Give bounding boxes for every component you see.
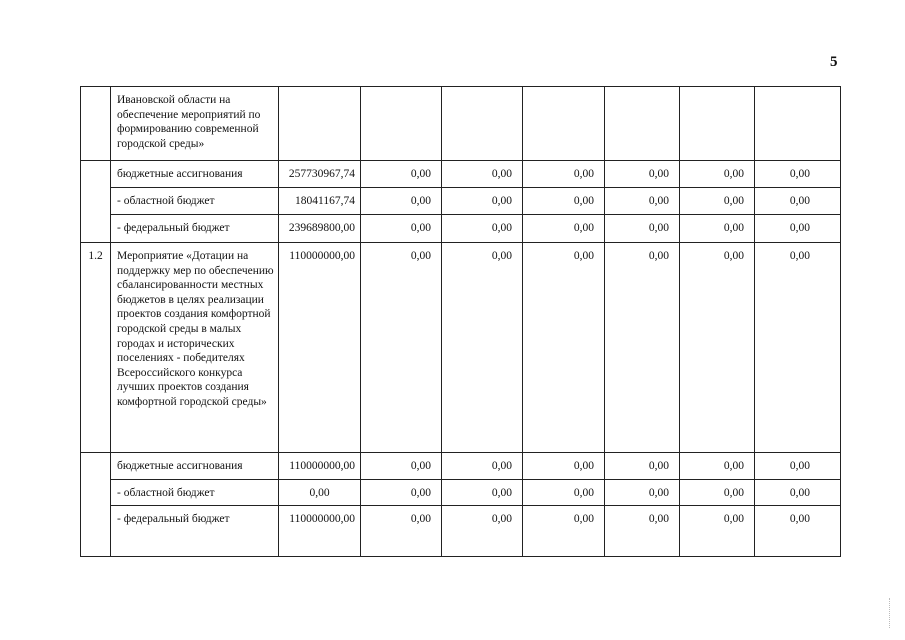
value-cell: 0,00 [680, 480, 755, 506]
budget-table [80, 86, 841, 557]
value-cell: 0,00 [755, 480, 841, 506]
amount-cell: 110000000,00 [279, 243, 361, 453]
amount-cell [279, 87, 361, 161]
value-cell: 0,00 [442, 243, 523, 453]
table-row-budget-allocations [81, 161, 841, 188]
value-cell: 0,00 [361, 480, 442, 506]
amount-cell: 257730967,74 [279, 161, 361, 188]
amount-cell: 239689800,00 [279, 215, 361, 243]
value-cell: 0,00 [442, 506, 523, 557]
value-cell: 0,00 [755, 453, 841, 480]
row-name-cell: Ивановской области на обеспечение мероприятий по формированию современной городской среды» [111, 87, 279, 161]
value-cell: 0,00 [755, 161, 841, 188]
amount-cell: 0,00 [279, 480, 361, 506]
value-cell [755, 87, 841, 161]
value-cell: 0,00 [442, 453, 523, 480]
row-name-cell: бюджетные ассигнования [111, 453, 279, 480]
value-cell [523, 87, 605, 161]
value-cell: 0,00 [361, 453, 442, 480]
value-cell: 0,00 [523, 480, 605, 506]
value-cell: 0,00 [523, 506, 605, 557]
value-cell: 0,00 [361, 506, 442, 557]
value-cell: 0,00 [680, 215, 755, 243]
value-cell: 0,00 [755, 215, 841, 243]
value-cell: 0,00 [755, 188, 841, 215]
table-row-regional-budget [81, 188, 841, 215]
table-row-continued [81, 87, 841, 161]
value-cell: 0,00 [605, 188, 680, 215]
value-cell: 0,00 [680, 243, 755, 453]
value-cell: 0,00 [442, 215, 523, 243]
value-cell [442, 87, 523, 161]
value-cell: 0,00 [523, 188, 605, 215]
value-cell: 0,00 [361, 215, 442, 243]
amount-cell: 110000000,00 [279, 506, 361, 557]
row-number-cell [81, 87, 111, 161]
value-cell [361, 87, 442, 161]
value-cell: 0,00 [523, 243, 605, 453]
value-cell: 0,00 [680, 161, 755, 188]
value-cell: 0,00 [680, 188, 755, 215]
value-cell [680, 87, 755, 161]
value-cell: 0,00 [523, 453, 605, 480]
value-cell: 0,00 [605, 506, 680, 557]
table-row-budget-allocations [81, 453, 841, 480]
row-number-cell [81, 453, 111, 557]
table-row-measure [81, 243, 841, 453]
value-cell: 0,00 [755, 506, 841, 557]
value-cell: 0,00 [361, 188, 442, 215]
table-row-federal-budget [81, 215, 841, 243]
value-cell: 0,00 [361, 243, 442, 453]
value-cell: 0,00 [523, 215, 605, 243]
value-cell: 0,00 [605, 161, 680, 188]
row-number-cell: 1.2 [81, 243, 111, 453]
row-number-cell [81, 161, 111, 243]
value-cell: 0,00 [442, 480, 523, 506]
row-name-cell: Мероприятие «Дотации на поддержку мер по обеспечению сбалансированности местных бюджетов в целях реализации проектов создания комфортной городской среды в малых городах и исторических поселениях - победителях Всероссийского конкурса лучших проектов создания комфортной городской среды» [111, 243, 279, 453]
row-name-cell: - областной бюджет [111, 188, 279, 215]
row-name-cell: - областной бюджет [111, 480, 279, 506]
table-row-federal-budget [81, 506, 841, 557]
row-name-cell: - федеральный бюджет [111, 215, 279, 243]
row-name-cell: бюджетные ассигнования [111, 161, 279, 188]
amount-cell: 110000000,00 [279, 453, 361, 480]
value-cell: 0,00 [605, 453, 680, 480]
value-cell: 0,00 [605, 243, 680, 453]
value-cell: 0,00 [755, 243, 841, 453]
value-cell: 0,00 [680, 453, 755, 480]
value-cell: 0,00 [442, 161, 523, 188]
value-cell: 0,00 [523, 161, 605, 188]
value-cell: 0,00 [605, 215, 680, 243]
value-cell: 0,00 [361, 161, 442, 188]
amount-cell: 18041167,74 [279, 188, 361, 215]
row-name-cell: - федеральный бюджет [111, 506, 279, 557]
scan-artifact [889, 598, 891, 628]
page-number: 5 [830, 54, 838, 70]
value-cell: 0,00 [442, 188, 523, 215]
value-cell: 0,00 [680, 506, 755, 557]
value-cell: 0,00 [605, 480, 680, 506]
table-row-regional-budget [81, 480, 841, 506]
value-cell [605, 87, 680, 161]
